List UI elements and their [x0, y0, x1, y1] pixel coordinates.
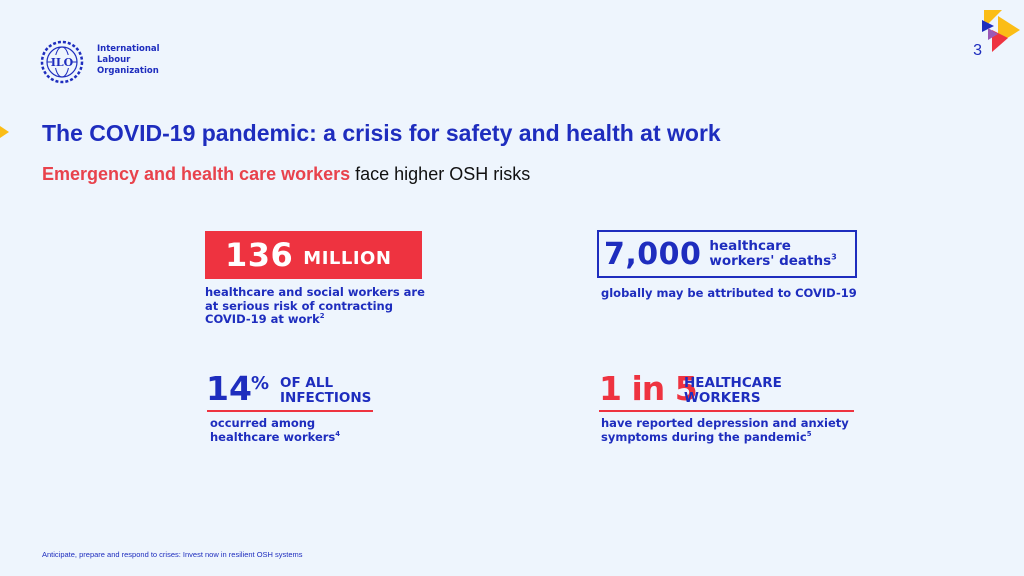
stat-desc-text: healthcare workers [210, 429, 336, 444]
logo-line-3: Organization [97, 66, 159, 76]
footnote-marker: 5 [806, 429, 812, 438]
logo-line-1: International [97, 44, 160, 54]
ilo-globe-emblem-icon [40, 40, 84, 84]
subtitle-rest: face higher OSH risks [350, 164, 531, 184]
stat-label-text: workers' deaths [709, 253, 832, 269]
stat-label-line [709, 251, 837, 269]
stat-label-line: HEALTHCARE [684, 375, 782, 391]
stat-14-divider [207, 410, 373, 412]
stat-label-line: OF ALL [280, 375, 334, 391]
stat-1-in-5-description [601, 417, 849, 444]
page-number: 3 [973, 42, 982, 59]
footnote-marker: 3 [831, 251, 837, 262]
stat-label [709, 239, 836, 269]
stat-14-value: 14 [206, 369, 252, 408]
subtitle-highlight: Emergency and health care workers [42, 164, 351, 184]
slide-footer: Anticipate, prepare and respond to crises: Invest now in resilient OSH systems [42, 550, 303, 559]
stat-7000-box [597, 230, 857, 278]
stat-1-in-5-label [684, 376, 782, 405]
stat-label-line: INFECTIONS [280, 389, 372, 406]
stat-1-in-5-divider [599, 410, 854, 412]
logo-line-2: Labour [97, 55, 131, 65]
stat-desc-line: have reported depression and anxiety [601, 416, 849, 430]
stat-14-description [210, 417, 340, 444]
stat-label-line: WORKERS [684, 389, 761, 406]
stat-14-percent-sign: % [251, 373, 270, 394]
stat-7000-description: globally may be attributed to COVID-19 [601, 286, 857, 300]
stat-desc-text: symptoms during the pandemic [601, 429, 807, 444]
stat-1-in-5-value: 1 in 5 [599, 369, 697, 408]
corner-triangles-icon [982, 8, 1022, 54]
stat-desc-line: healthcare and social workers are [205, 285, 425, 299]
slide-title: The COVID-19 pandemic: a crisis for safety and health at work [42, 120, 721, 146]
stat-value: 136 [225, 236, 294, 274]
stat-desc-line [601, 431, 849, 445]
stat-14-label [280, 376, 371, 405]
ilo-logo [40, 40, 170, 84]
stat-136-million-description [205, 286, 445, 327]
stat-136-million-box [205, 231, 422, 279]
stat-value: 7,000 [604, 236, 702, 272]
footnote-marker: 4 [335, 429, 341, 438]
slide-edge-arrow-icon [0, 126, 9, 138]
stat-desc-line: at serious risk of contracting [205, 298, 393, 313]
stat-label-line: healthcare [709, 238, 791, 254]
stat-desc-line [210, 431, 340, 445]
slide-subtitle [42, 164, 530, 185]
logo-mark-text: ILO [50, 56, 74, 69]
footnote-marker: 2 [319, 312, 325, 321]
stat-desc-line [205, 313, 445, 327]
stat-desc-line: occurred among [210, 416, 316, 430]
stat-unit: MILLION [303, 247, 392, 269]
logo-wordmark [97, 44, 160, 77]
stat-desc-text: COVID-19 at work [205, 312, 320, 326]
